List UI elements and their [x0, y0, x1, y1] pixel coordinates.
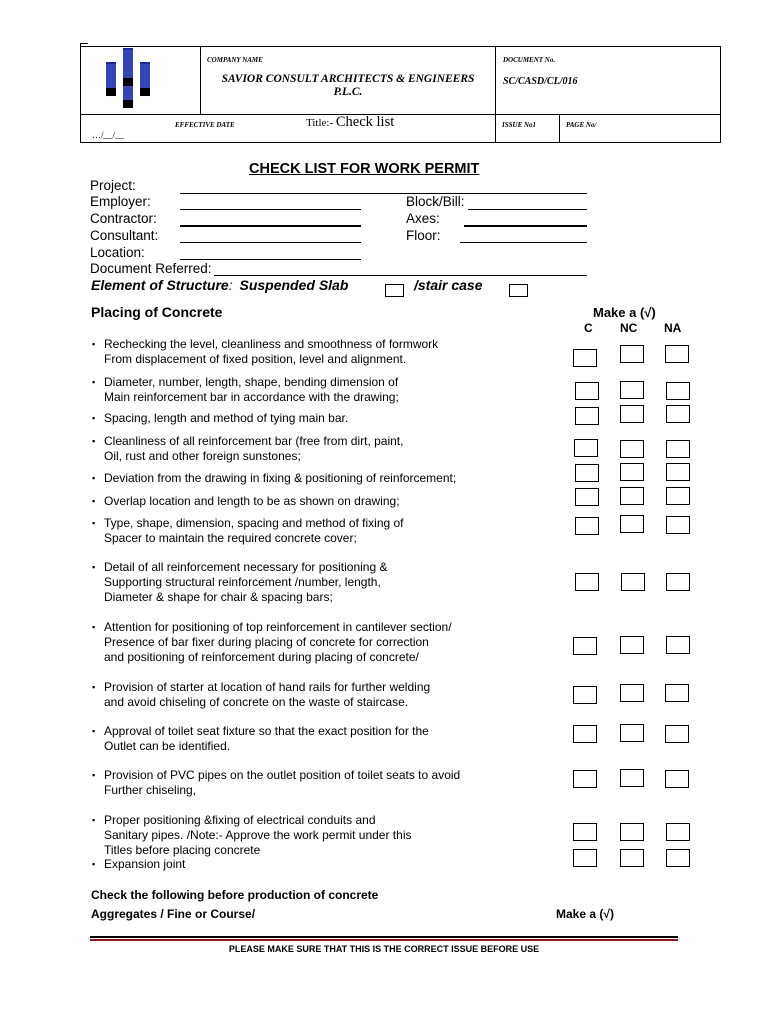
checkbox-na[interactable] — [666, 516, 690, 534]
list-item-line: Titles before placing concrete — [104, 843, 261, 857]
list-item-line: Diameter & shape for chair & spacing bars; — [104, 590, 333, 604]
axes-label: Axes: — [406, 211, 440, 226]
list-item-line: Deviation from the drawing in fixing & positioning of reinforcement; — [104, 471, 457, 485]
checkbox-nc[interactable] — [620, 381, 644, 399]
list-item-text — [104, 813, 411, 858]
list-item-line: Rechecking the level, cleanliness and smoothness of formwork — [104, 337, 439, 351]
checkbox-c[interactable] — [573, 637, 597, 655]
column-nc: NC — [620, 321, 638, 335]
list-item-line: Sanitary pipes. /Note:- Approve the work permit under this — [104, 828, 412, 842]
bullet-icon: ▪ — [92, 622, 96, 632]
checkbox-nc[interactable] — [620, 724, 644, 742]
checkbox-c[interactable] — [575, 382, 599, 400]
list-item-line: Further chiseling, — [104, 783, 197, 797]
list-item-text — [104, 375, 399, 405]
company-name-line2: P.L.C. — [333, 86, 363, 98]
checkbox-c[interactable] — [575, 517, 599, 535]
bullet-icon: ▪ — [92, 562, 96, 572]
form-heading: CHECK LIST FOR WORK PERMIT — [249, 161, 480, 177]
checkbox-nc[interactable] — [620, 636, 644, 654]
list-item-text — [104, 434, 403, 464]
element-colon: : — [228, 277, 233, 293]
block-bill-label: Block/Bill: — [406, 194, 465, 209]
list-item-line: and positioning of reinforcement during placing of concrete/ — [104, 650, 419, 664]
checkbox-c[interactable] — [573, 725, 597, 743]
document-no: SC/CASD/CL/016 — [503, 76, 578, 87]
title-prefix: Title:- — [306, 117, 334, 129]
consultant-field[interactable] — [180, 242, 361, 243]
column-c: C — [584, 321, 593, 335]
bullet-icon: ▪ — [92, 682, 96, 692]
list-item-line: Approval of toilet seat fixture so that the exact position for the — [104, 724, 429, 738]
checkbox-c[interactable] — [573, 823, 597, 841]
aggregates-text: Aggregates / Fine or Course/ — [91, 907, 256, 921]
checkbox-na[interactable] — [666, 636, 690, 654]
element-label: Element of Structure — [91, 277, 229, 293]
checkbox-nc[interactable] — [620, 769, 644, 787]
stair-case-label: /stair case — [414, 277, 483, 293]
axes-field[interactable] — [464, 225, 587, 227]
checkbox-c[interactable] — [573, 349, 597, 367]
column-na: NA — [664, 321, 682, 335]
document-no-label: DOCUMENT No. — [503, 56, 556, 64]
bullet-icon: ▪ — [92, 859, 96, 869]
list-item-text — [104, 620, 452, 665]
list-item-text — [104, 516, 404, 546]
checkbox-nc[interactable] — [620, 463, 644, 481]
checkbox-nc[interactable] — [620, 440, 644, 458]
checkbox-nc[interactable] — [620, 823, 644, 841]
make-a-footer: Make a (√) — [556, 907, 614, 921]
list-item-line: and avoid chiseling of concrete on the waste of staircase. — [104, 695, 409, 709]
checkbox-c[interactable] — [575, 407, 599, 425]
checkbox-na[interactable] — [666, 849, 690, 867]
list-item-line: Supporting structural reinforcement /number, length, — [104, 575, 381, 589]
checkbox-na[interactable] — [665, 770, 689, 788]
bullet-icon: ▪ — [92, 473, 96, 483]
list-item-text — [104, 471, 456, 486]
list-item-line: Diameter, number, length, shape, bending dimension of — [104, 375, 399, 389]
bullet-icon: ▪ — [92, 815, 96, 825]
footer-notice: PLEASE MAKE SURE THAT THIS IS THE CORRECT ISSUE BEFORE USE — [228, 944, 540, 954]
checkbox-c[interactable] — [574, 439, 598, 457]
footer-rule — [90, 936, 678, 942]
checkbox-nc[interactable] — [620, 515, 644, 533]
checkbox-nc[interactable] — [620, 487, 644, 505]
bullet-icon: ▪ — [92, 518, 96, 528]
checkbox-c[interactable] — [575, 573, 599, 591]
list-item-line: Cleanliness of all reinforcement bar (free from dirt, paint, — [104, 434, 404, 448]
checkbox-c[interactable] — [575, 488, 599, 506]
list-item-line: Presence of bar fixer during placing of concrete for correction — [104, 635, 429, 649]
list-item-line: Provision of starter at location of hand rails for further welding — [104, 680, 431, 694]
list-item-text — [104, 768, 460, 798]
checkbox-na[interactable] — [666, 440, 690, 458]
list-item-line: Detail of all reinforcement necessary for positioning & — [104, 560, 388, 574]
section-title: Placing of Concrete — [91, 304, 223, 320]
document-referred-field[interactable] — [214, 275, 587, 276]
date-field[interactable]: …/__/__ — [92, 130, 125, 140]
checkbox-na[interactable] — [666, 382, 690, 400]
list-item-line: Outlet can be identified. — [104, 739, 231, 753]
checkbox-nc[interactable] — [620, 405, 644, 423]
consultant-label: Consultant: — [90, 228, 159, 243]
checkbox-c[interactable] — [573, 849, 597, 867]
effective-date-label: EFFECTIVE DATE — [175, 121, 235, 129]
list-item-line: Spacing, length and method of tying main bar. — [104, 411, 349, 425]
title-text: Check list — [335, 114, 395, 130]
checkbox-c[interactable] — [575, 464, 599, 482]
bullet-icon: ▪ — [92, 436, 96, 446]
list-item-line: Proper positioning &fixing of electrical conduits and — [104, 813, 376, 827]
list-item-text — [104, 337, 438, 367]
list-item-line: Type, shape, dimension, spacing and method of fixing of — [104, 516, 404, 530]
block-bill-field[interactable] — [468, 209, 587, 210]
list-item-line: Main reinforcement bar in accordance with the drawing; — [104, 390, 399, 404]
floor-field[interactable] — [460, 242, 587, 243]
list-item-line: Oil, rust and other foreign sunstones; — [104, 449, 301, 463]
bullet-icon: ▪ — [92, 726, 96, 736]
company-name — [200, 73, 496, 99]
bullet-icon: ▪ — [92, 413, 96, 423]
list-item-text — [104, 857, 185, 872]
project-label: Project: — [90, 178, 136, 193]
make-a-header: Make a (√) — [593, 305, 656, 320]
checkbox-c[interactable] — [573, 686, 597, 704]
check-following-text: Check the following before production of concrete — [91, 888, 379, 902]
location-label: Location: — [90, 245, 145, 260]
list-item-line: From displacement of fixed position, level and alignment. — [104, 352, 407, 366]
list-item-text — [104, 724, 429, 754]
issue-label: ISSUE No1 — [502, 121, 537, 129]
element-of-structure — [91, 277, 348, 293]
checkbox-nc[interactable] — [620, 684, 644, 702]
checkbox-na[interactable] — [666, 487, 690, 505]
list-item-line: Overlap location and length to be as shown on drawing; — [104, 494, 400, 508]
document-referred-label: Document Referred: — [90, 261, 212, 276]
checkbox-na[interactable] — [666, 463, 690, 481]
checkbox-na[interactable] — [666, 405, 690, 423]
company-name-label: COMPANY NAME — [207, 56, 263, 64]
list-item-line: Attention for positioning of top reinforcement in cantilever section/ — [104, 620, 452, 634]
stair-case-checkbox[interactable] — [509, 284, 528, 297]
list-item-text — [104, 411, 348, 426]
checkbox-nc[interactable] — [620, 345, 644, 363]
bullet-icon: ▪ — [92, 339, 96, 349]
bullet-icon: ▪ — [92, 770, 96, 780]
checkbox-na[interactable] — [666, 823, 690, 841]
floor-label: Floor: — [406, 228, 441, 243]
company-logo — [104, 48, 154, 108]
suspended-slab-label: Suspended Slab — [239, 277, 349, 293]
list-item-line: Expansion joint — [104, 857, 186, 871]
project-field[interactable] — [180, 193, 587, 194]
company-name-line1: SAVIOR CONSULT ARCHITECTS & ENGINEERS — [221, 73, 475, 85]
suspended-slab-checkbox[interactable] — [385, 284, 404, 297]
contractor-field[interactable] — [180, 225, 361, 227]
list-item-text — [104, 494, 400, 509]
page-label: PAGE No/ — [566, 121, 597, 129]
checkbox-nc[interactable] — [621, 573, 645, 591]
bullet-icon: ▪ — [92, 496, 96, 506]
checkbox-c[interactable] — [573, 770, 597, 788]
list-item-line: Provision of PVC pipes on the outlet position of toilet seats to avoid — [104, 768, 461, 782]
list-item-text — [104, 560, 387, 605]
document-title — [306, 114, 394, 131]
employer-field[interactable] — [180, 209, 361, 210]
bullet-icon: ▪ — [92, 377, 96, 387]
checkbox-nc[interactable] — [620, 849, 644, 867]
list-item-text — [104, 680, 430, 710]
location-field[interactable] — [180, 259, 361, 260]
contractor-label: Contractor: — [90, 211, 157, 226]
checkbox-na[interactable] — [665, 345, 689, 363]
list-item-line: Spacer to maintain the required concrete cover; — [104, 531, 357, 545]
employer-label: Employer: — [90, 194, 151, 209]
checkbox-na[interactable] — [666, 573, 690, 591]
checkbox-na[interactable] — [665, 684, 689, 702]
checkbox-na[interactable] — [665, 725, 689, 743]
